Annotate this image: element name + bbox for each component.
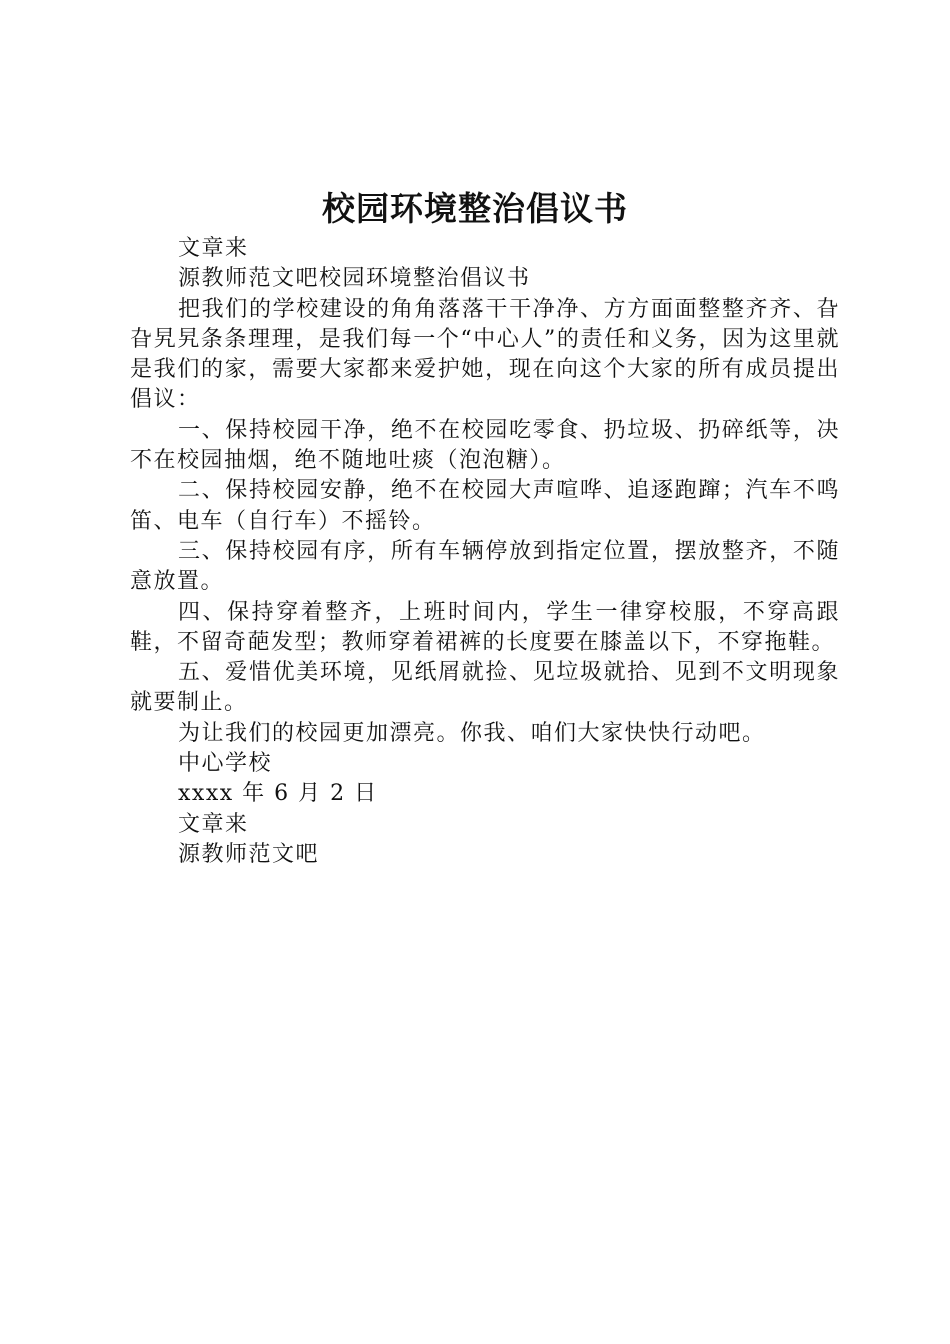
source-line-2: 源教师范文吧校园环境整治倡议书 (178, 266, 531, 292)
source-line-4: 源教师范文吧 (178, 841, 320, 867)
proposal-item-3: 三、保持校园有序，所有车辆停放到指定位置，摆放整齐，不随意放置。 (130, 538, 840, 595)
source-line-3: 文章来 (178, 811, 249, 837)
intro-paragraph: 把我们的学校建设的角角落落干干净净、方方面面整整齐齐、旮旮旯旯条条理理，是我们每一个“中心人”的责任和义务，因为这里就是我们的家，需要大家都来爱护她，现在向这个大家的所有成员提出倡议： (130, 296, 840, 413)
signature-school: 中心学校 (178, 751, 273, 777)
proposal-item-1: 一、保持校园干净，绝不在校园吃零食、扔垃圾、扔碎纸等，决不在校园抽烟，绝不随地吐痰（泡泡糖）。 (130, 417, 840, 474)
document-title: 校园环境整治倡议书 (322, 189, 628, 228)
proposal-item-4: 四、保持穿着整齐，上班时间内，学生一律穿校服，不穿高跟鞋，不留奇葩发型；教师穿着裙裤的长度要在膝盖以下，不穿拖鞋。 (130, 599, 840, 655)
proposal-item-5: 五、爱惜优美环境，见纸屑就捡、见垃圾就拾、见到不文明现象就要制止。 (130, 660, 840, 716)
closing-call: 为让我们的校园更加漂亮。你我、咱们大家快快行动吧。 (178, 720, 766, 746)
document-body (130, 234, 840, 870)
source-line-1: 文章来 (178, 236, 249, 261)
proposal-item-2: 二、保持校园安静，绝不在校园大声喧哗、追逐跑蹿；汽车不鸣笛、电车（自行车）不摇铃。 (130, 478, 840, 534)
signature-date: xxxx 年 6 月 2 日 (178, 781, 378, 807)
